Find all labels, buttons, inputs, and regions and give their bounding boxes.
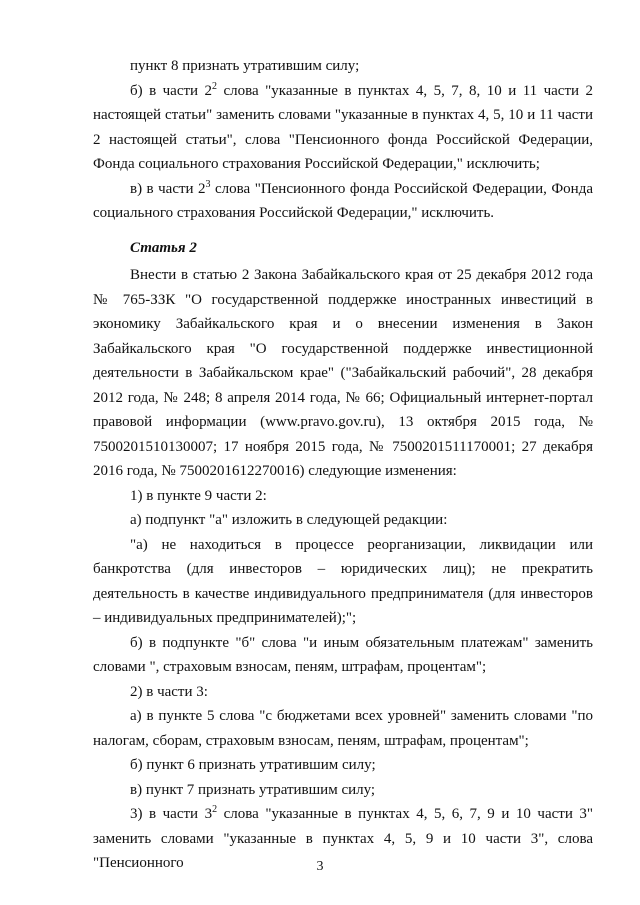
paragraph: Внести в статью 2 Закона Забайкальского края от 25 декабря 2012 года № 765-ЗЗК "О государственной поддержке иностранных инвестиций в экономику Забайкальского края и о внесении изменения в Закон Забайкальского края "О государственной поддержке инвестиционной деятельности в Забайкальском крае" ("Забайкальский рабочий", 28 декабря 2012 года, № 248; 8 апреля 2014 года, № 66; Официальный интернет-портал правовой информации (www.pravo.gov.ru), 13 октября 2015 года, № 7500201510130007; 17 ноября 2015 года, № 7500201511170001; 27 декабря 2016 года, № 7500201612270016) следующие изменения: (93, 267, 593, 479)
paragraph: пункт 8 признать утратившим силу; (130, 58, 360, 74)
paragraph (93, 177, 593, 226)
paragraph: б) пункт 6 признать утратившим силу; (130, 757, 376, 773)
document-body (93, 54, 593, 876)
paragraph-text: слова "указанные в пунктах 4, 5, 6, 7, 9 и 10 части 3" заменить словами "указанные в пунктах 4, 5, 9 и 10 части 3", слова "Пенсионного (93, 806, 593, 871)
paragraph-text: в) в части 2 (130, 180, 206, 197)
page-number: 3 (316, 859, 324, 874)
superscript: 2 (212, 80, 218, 92)
paragraph: а) в пункте 5 слова "с бюджетами всех уровней" заменить словами "по налогам, сборам, страховым взносам, пеням, штрафам, процентам"; (93, 708, 593, 749)
paragraph: 2) в части 3: (130, 683, 208, 700)
paragraph-text: слова "Пенсионного фонда Российской Федерации, Фонда социального страхования Российской Федерации," исключить. (93, 180, 593, 221)
paragraph (93, 79, 593, 177)
paragraph: а) подпункт "а" изложить в следующей редакции: (130, 512, 448, 528)
paragraph-text: 3) в части 3 (130, 806, 213, 822)
paragraph: 1) в пункте 9 части 2: (130, 487, 267, 504)
superscript: 2 (212, 804, 218, 815)
paragraph: "а) не находиться в процессе реорганизации, ликвидации или банкротства (для инвесторов – юридических лиц); не прекратить деятельность в качестве индивидуального предпринимателя (для инвесторов – индивидуальных предпринимателей);"; (93, 536, 593, 626)
paragraph-text: б) в части 2 (130, 82, 213, 99)
article-heading: Статья 2 (130, 239, 197, 256)
superscript: 3 (205, 178, 211, 190)
paragraph: б) в подпункте "б" слова "и иным обязательным платежам" заменить словами ", страховым взносам, пеням, штрафам, процентам"; (93, 634, 593, 675)
paragraph: в) пункт 7 признать утратившим силу; (130, 781, 376, 798)
paragraph-text: слова "указанные в пунктах 4, 5, 7, 8, 10 и 11 части 2 настоящей статьи" заменить словами "указанные в пунктах 4, 5, 10 и 11 части 2 настоящей статьи", слова "Пенсионного фонда Российской Федерации, Фонда социального страхования Российской Федерации," исключить; (93, 82, 594, 172)
